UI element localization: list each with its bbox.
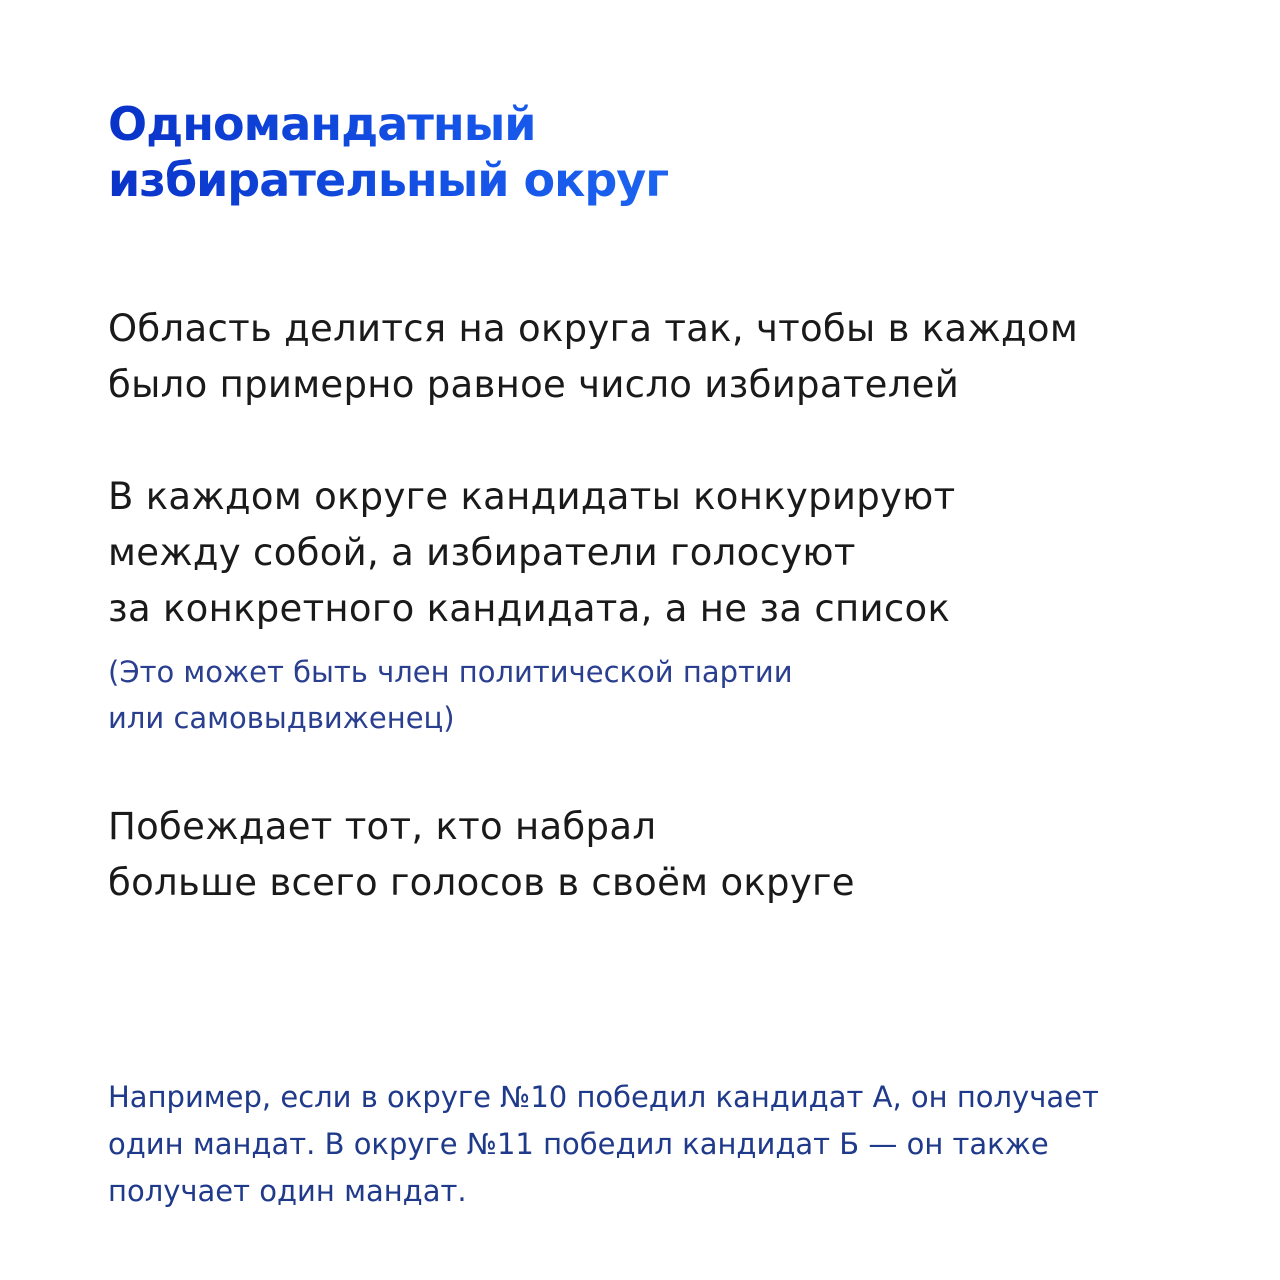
page-title-line-2: избирательный округ xyxy=(108,153,669,207)
candidate-note xyxy=(108,649,793,741)
paragraph-line: В каждом округе кандидаты конкурируют xyxy=(108,475,956,518)
paragraph-candidates xyxy=(108,469,955,637)
paragraph-line: больше всего голосов в своём округе xyxy=(108,861,855,904)
paragraph-line: Побеждает тот, кто набрал xyxy=(108,805,657,848)
paragraph-line: между собой, а избиратели голосуют xyxy=(108,531,856,574)
example-line: получает один мандат. xyxy=(108,1174,467,1208)
page-title xyxy=(108,96,668,208)
page-title-line-1: Одномандатный xyxy=(108,97,536,151)
paragraph-winner xyxy=(108,799,855,911)
example-line: Например, если в округе №10 победил кандидат А, он получает xyxy=(108,1080,1099,1114)
paragraph-line: за конкретного кандидата, а не за список xyxy=(108,587,951,630)
example-line: один мандат. В округе №11 победил кандидат Б — он также xyxy=(108,1127,1049,1161)
example-footnote xyxy=(108,1074,1099,1215)
paragraph-districts xyxy=(108,301,1078,413)
paragraph-line: Область делится на округа так, чтобы в каждом xyxy=(108,307,1079,350)
paragraph-line: было примерно равное число избирателей xyxy=(108,363,960,406)
note-line: или самовыдвиженец) xyxy=(108,701,455,735)
note-line: (Это может быть член политической партии xyxy=(108,655,793,689)
